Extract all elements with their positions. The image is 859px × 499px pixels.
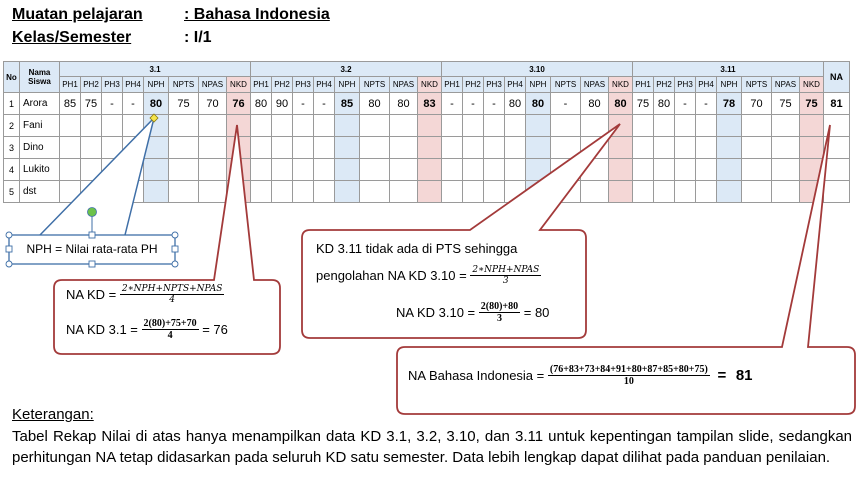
col-name-header: Nama Siswa xyxy=(20,62,60,93)
keterangan-title: Keterangan: xyxy=(12,406,94,423)
subject-value: : Bahasa Indonesia xyxy=(184,6,330,23)
kd311-note: KD 3.11 tidak ada di PTS sehingga xyxy=(316,241,518,256)
sub-header: PH4 xyxy=(505,77,526,93)
sub-header: PH1 xyxy=(633,77,654,93)
sub-header: NPAS xyxy=(199,77,227,93)
nkd-cell: 75 xyxy=(800,93,824,115)
na-cell: 81 xyxy=(824,93,850,115)
sub-header: PH2 xyxy=(463,77,484,93)
sub-header: PH2 xyxy=(81,77,102,93)
score-cell: 85 xyxy=(60,93,81,115)
score-cell: 75 xyxy=(633,93,654,115)
sub-header: NPTS xyxy=(742,77,772,93)
sub-header: PH1 xyxy=(251,77,272,93)
nakd-formula: NA KD = $\frac{\text{2∗NPH+NPTS+NPAS}}{4}$ xyxy=(66,284,223,305)
keterangan-text: Tabel Rekap Nilai di atas hanya menampilkan data KD 3.1, 3.2, 3.10, dan 3.11 untuk kepentingan tampilan slide, sedangkan perhitungan NA tetap didasarkan pada seluruh KD satu semester. Data lebih lengkap dapat dilihat pada panduan penilaian. xyxy=(12,427,852,466)
kd-group-header: 3.11 xyxy=(633,62,824,77)
sub-header: PH4 xyxy=(314,77,335,93)
score-cell: - xyxy=(551,93,581,115)
score-cell: 90 xyxy=(272,93,293,115)
row-no: 3 xyxy=(4,137,20,159)
sub-header: NPAS xyxy=(390,77,418,93)
kd-group-header: 3.1 xyxy=(60,62,251,77)
sub-header: PH1 xyxy=(442,77,463,93)
na-result: 81 xyxy=(735,367,753,384)
student-name: Arora xyxy=(20,93,60,115)
student-name: dst xyxy=(20,181,60,203)
sub-header: NPH xyxy=(717,77,742,93)
nph-cell: 80 xyxy=(144,93,169,115)
score-cell: - xyxy=(696,93,717,115)
sub-header: PH1 xyxy=(60,77,81,93)
score-cell: 80 xyxy=(390,93,418,115)
student-name: Fani xyxy=(20,115,60,137)
score-cell: 80 xyxy=(581,93,609,115)
nakd-fraction: $\frac{\text{2∗NPH+NPTS+NPAS}}{4}$ xyxy=(121,284,223,305)
row-no: 1 xyxy=(4,93,20,115)
kd310-fraction: $\frac{\text{2∗NPH+NPAS}}{3}$ xyxy=(472,265,540,286)
nakd31-fraction: $\frac{2(80)+75+70}{4}$ xyxy=(143,318,197,341)
score-cell: 70 xyxy=(742,93,772,115)
kd310-formula: pengolahan NA KD 3.10 = $\frac{\text{2∗NPH+NPAS}}{3}$ xyxy=(316,265,540,286)
nph-callout-pointer xyxy=(40,118,154,235)
sub-header: NPTS xyxy=(551,77,581,93)
student-name: Dino xyxy=(20,137,60,159)
student-name: Lukito xyxy=(20,159,60,181)
sub-header: NPAS xyxy=(581,77,609,93)
sub-header: NKD xyxy=(227,77,251,93)
kd-group-header: 3.10 xyxy=(442,62,633,77)
sub-header: NPTS xyxy=(360,77,390,93)
kd310b-fraction: $\frac{2(80)+80}{3}$ xyxy=(480,301,519,324)
score-cell: 75 xyxy=(169,93,199,115)
sub-header: NPAS xyxy=(772,77,800,93)
nph-cell: 85 xyxy=(335,93,360,115)
sub-header: NPH xyxy=(335,77,360,93)
subject-label: Muatan pelajaran xyxy=(12,6,143,23)
sub-header: NKD xyxy=(609,77,633,93)
sub-header: PH3 xyxy=(102,77,123,93)
nkd-cell: 80 xyxy=(609,93,633,115)
sub-header: PH4 xyxy=(123,77,144,93)
sub-header: PH3 xyxy=(675,77,696,93)
score-cell: 80 xyxy=(251,93,272,115)
score-cell: - xyxy=(484,93,505,115)
sub-header: PH3 xyxy=(293,77,314,93)
sub-header: PH3 xyxy=(484,77,505,93)
nkd-cell: 76 xyxy=(227,93,251,115)
nph-definition: NPH = Nilai rata-rata PH xyxy=(26,242,158,256)
nph-cell: 80 xyxy=(526,93,551,115)
score-cell: - xyxy=(442,93,463,115)
col-no-header: No xyxy=(4,62,20,93)
rotate-handle[interactable] xyxy=(88,208,97,217)
row-no: 5 xyxy=(4,181,20,203)
sub-header: NKD xyxy=(418,77,442,93)
kd-group-header: 3.2 xyxy=(251,62,442,77)
score-cell: 75 xyxy=(81,93,102,115)
sub-header: NKD xyxy=(800,77,824,93)
score-cell: 75 xyxy=(772,93,800,115)
keterangan-section xyxy=(12,404,852,469)
kd310b-formula: NA KD 3.10 = $\frac{2(80)+80}{3}$ = 80 xyxy=(396,301,550,324)
score-cell: - xyxy=(463,93,484,115)
score-cell: - xyxy=(102,93,123,115)
score-cell: 70 xyxy=(199,93,227,115)
score-cell: 80 xyxy=(505,93,526,115)
sub-header: NPH xyxy=(526,77,551,93)
score-cell: - xyxy=(123,93,144,115)
row-no: 2 xyxy=(4,115,20,137)
sub-header: PH2 xyxy=(272,77,293,93)
sub-header: NPH xyxy=(144,77,169,93)
score-cell: 80 xyxy=(360,93,390,115)
nph-cell: 78 xyxy=(717,93,742,115)
score-cell: 80 xyxy=(654,93,675,115)
na-fraction: $\frac{(76+83+73+84+91+80+87+85+80+75)}{10}$ xyxy=(549,364,708,387)
class-value: : I/1 xyxy=(184,29,212,46)
score-cell: - xyxy=(293,93,314,115)
col-na-header: NA xyxy=(824,62,850,93)
row-no: 4 xyxy=(4,159,20,181)
sub-header: PH4 xyxy=(696,77,717,93)
nkd-cell: 83 xyxy=(418,93,442,115)
na-formula: NA Bahasa Indonesia = $\frac{(76+83+73+84+91+80+87+85+80+75)}{10}$ = 81 xyxy=(408,364,753,387)
sub-header: NPTS xyxy=(169,77,199,93)
class-label: Kelas/Semester xyxy=(12,29,132,46)
score-cell: - xyxy=(314,93,335,115)
nakd31-formula: NA KD 3.1 = $\frac{2(80)+75+70}{4}$ = 76 xyxy=(66,318,228,341)
score-cell: - xyxy=(675,93,696,115)
sub-header: PH2 xyxy=(654,77,675,93)
